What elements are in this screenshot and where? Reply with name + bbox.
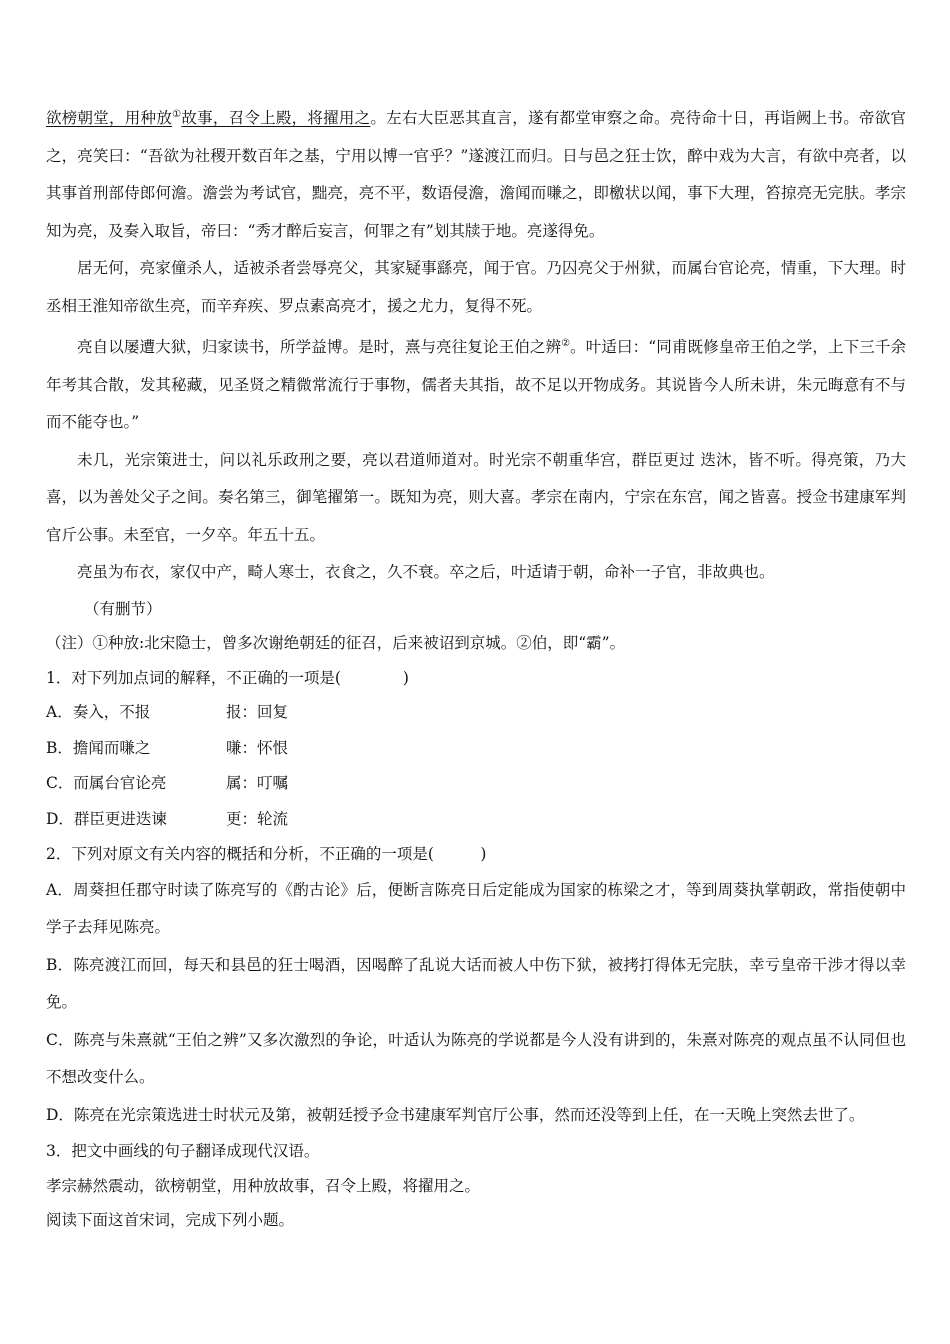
paragraph-1-text: 。左右大臣恶其直言，遂有都堂审察之命。亮待命十日，再诣阙上书。帝欲官之，亮笑曰：“吾欲为社稷开数百年之基，宁用以博一官乎？”遂渡江而归。日与邑之狂士饮，醉中戏为大言，有欲中亮者，以其事首刑部侍郎何澹。澹尝为考试官，黜亮，亮不平，数语侵澹，澹闻而嗛之，即檄状以闻，事下大理，笞掠亮无完肤。孝宗知为亮，及奏入取旨，帝曰：“秀才醉后妄言，何罪之有”划其牍于地。亮遂得免。 [46,109,906,240]
option-term: B．擔闻而嗛之 [46,738,151,757]
passage-paragraph-3 [46,325,906,442]
passage-paragraph-4: 未几，光宗策进士，问以礼乐政刑之要，亮以君道师道对。时光宗不朝重华宫，群臣更过 迭沐，皆不听。得亮策，乃大喜，以为善处父子之间。奏名第三，御笔擢第一。既知为亮，则大喜。孝宗在南内，宁宗在东宫，闻之皆喜。授佥书建康军判官斤公事。未至官，一夕卒。年五十五。 [46,450,906,544]
question-1-option-c [46,766,906,802]
option-term: C．而属台官论亮 [46,774,167,792]
option-gloss: 报：回复 [226,703,289,721]
paragraph-3-text-b: 。叶适曰：“同甫既修皇帝王伯之学，上下三千余年考其合散，发其秘藏，见圣贤之精微常流行于事物，儒者夫其指，故不足以开物成务。其说皆今人所未讲，朱元晦意有不与而不能夺也。” [46,338,906,431]
passage-paragraph-2: 居无何，亮家僮杀人，适被杀者尝辱亮父，其家疑事繇亮，闻于官。乃囚亮父于州狱，而属台官论亮，情重，下大理。时丞相王淮知帝欲生亮，而辛弃疾、罗点素高亮才，援之尤力，复得不死。 [46,259,906,315]
question-3-stem: 3．把文中画线的句子翻译成现代汉语。 [46,1142,320,1160]
option-gloss: 嗛：怀恨 [226,738,289,757]
question-3-sentence: 孝宗赫然震动，欲榜朝堂，用种放故事，召令上殿，将擢用之。 [46,1176,481,1195]
question-2-option-b: B．陈亮渡江而回，每天和县邑的狂士喝酒，因喝醉了乱说大话而被人中伤下狱，被拷打得体无完肤，幸亏皇帝干涉才得以幸免。 [46,955,906,1011]
passage-paragraph-5: 亮虽为布衣，家仅中产，畸人寒士，衣食之，久不衰。卒之后，叶适请于朝，命补一子官，非故典也。 [77,563,775,581]
option-term: A．奏入，不报 [46,703,151,721]
option-gloss: 属：叮嘱 [226,774,289,792]
footnote-marker-1: ① [172,109,182,120]
footnote: （注）①种放:北宋隐士，曾多次谢绝朝廷的征召，后来被诏到京城。②伯，即“霸”。 [46,634,626,652]
document-page [46,96,906,1238]
next-section-prompt: 阅读下面这首宋词，完成下列小题。 [46,1211,295,1229]
paragraph-3-text-a: 亮自以屡遭大狱，归家读书，所学益博。是时，熹与亮往复论王伯之辨 [77,338,562,356]
underlined-sentence-part-2: 故事，召令上殿，将擢用之 [181,109,371,127]
question-2-stem: 2．下列对原文有关内容的概括和分析，不正确的一项是( ) [46,845,487,863]
underlined-sentence-part-1: 欲榜朝堂，用种放 [46,109,173,127]
abridged-note: （有删节） [84,599,162,618]
question-2-option-c: C．陈亮与朱熹就“王伯之辨”又多次激烈的争论，叶适认为陈亮的学说都是今人没有讲到的，朱熹对陈亮的观点虽不认同但也不想改变什么。 [46,1030,906,1086]
question-1-option-b [46,731,906,767]
question-1-option-a [46,695,906,731]
question-1-stem: 1．对下列加点词的解释，不正确的一项是( ) [46,668,409,687]
footnote-marker-2: ② [561,338,571,349]
question-2-option-a: A．周葵担任郡守时读了陈亮写的《酌古论》后，便断言陈亮日后定能成为国家的栋梁之才，等到周葵执掌朝政，常指使朝中学子去拜见陈亮。 [46,880,906,936]
question-1-option-d [46,802,906,838]
passage-paragraph-1 [46,96,906,250]
option-gloss: 更：轮流 [226,809,289,828]
option-term: D．群臣更进迭谏 [46,809,167,828]
question-2-option-d: D．陈亮在光宗策选进士时状元及第，被朝廷授予佥书建康军判官厅公事，然而还没等到上任，在一天晚上突然去世了。 [46,1105,865,1124]
